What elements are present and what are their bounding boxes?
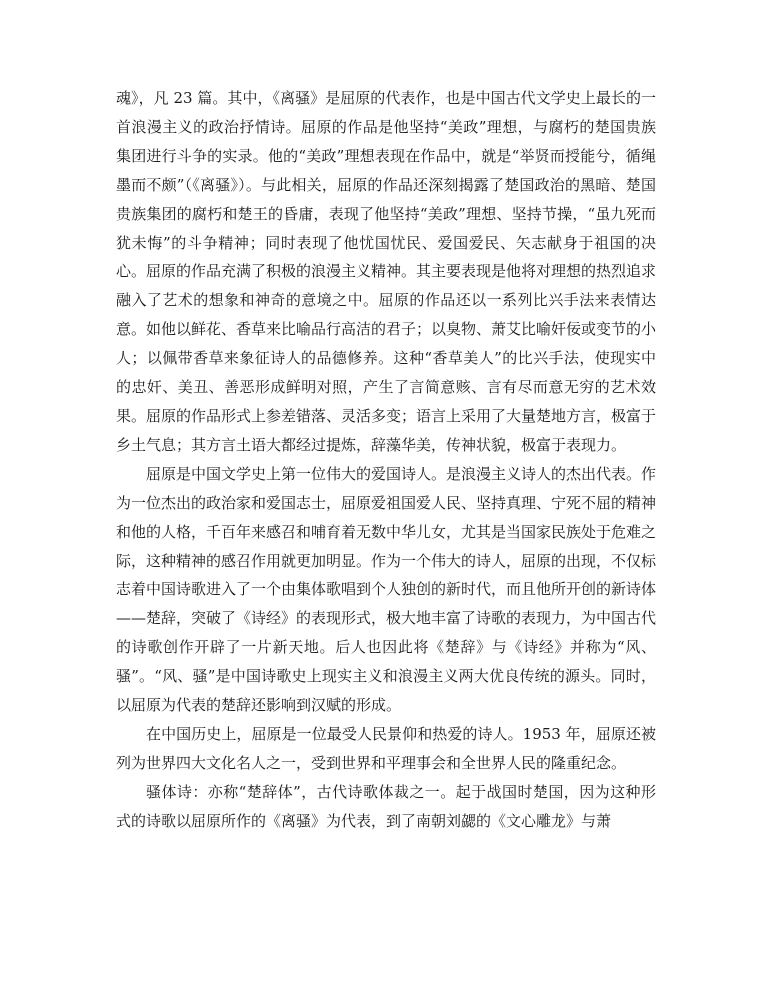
paragraph-1: 魂》，凡 23 篇。其中，《离骚》是屈原的代表作，也是中国古代文学史上最长的一首浪漫主义的政治抒情诗。屈原的作品是他坚持“美政”理想，与腐朽的楚国贵族集团进行斗争的实录。他的“美政”理想表现在作品中，就是“举贤而授能兮，循绳墨而不颇”（《离骚》）。与此相关，屈原的作品还深刻揭露了楚国政治的黑暗、楚国贵族集团的腐朽和楚王的昏庸，表现了他坚持“美政”理想、坚持节操，“虽九死而犹未悔”的斗争精神；同时表现了他忧国忧民、爱国爱民、矢志献身于祖国的决心。屈原的作品充满了积极的浪漫主义精神。其主要表现是他将对理想的热烈追求融入了艺术的想象和神奇的意境之中。屈原的作品还以一系列比兴手法来表情达意。如他以鲜花、香草来比喻品行高洁的君子；以臭物、萧艾比喻奸佞或变节的小人；以佩带香草来象征诗人的品德修养。这种“香草美人”的比兴手法，使现实中的忠奸、美丑、善恶形成鲜明对照，产生了言简意赅、言有尽而意无穷的艺术效果。屈原的作品形式上参差错落、灵活多变；语言上采用了大量楚地方言，极富于乡土气息；其方言土语大都经过提炼，辞藻华美，传神状貌，极富于表现力。 — [116, 89, 657, 454]
paragraph-2: 屈原是中国文学史上第一位伟大的爱国诗人。是浪漫主义诗人的杰出代表。作为一位杰出的政治家和爱国志士，屈原爱祖国爱人民、坚持真理、宁死不屈的精神和他的人格，千百年来感召和哺育着无数中华儿女，尤其是当国家民族处于危难之际，这种精神的感召作用就更加明显。作为一个伟大的诗人，屈原的出现，不仅标志着中国诗歌进入了一个由集体歌唱到个人独创的新时代，而且他所开创的新诗体——楚辞，突破了《诗经》的表现形式，极大地丰富了诗歌的表现力，为中国古代的诗歌创作开辟了一片新天地。后人也因此将《楚辞》与《诗经》并称为“风、骚”。“风、骚”是中国诗歌史上现实主义和浪漫主义两大优良传统的源头。同时，以屈原为代表的楚辞还影响到汉赋的形成。 — [116, 464, 657, 715]
paragraph-4: 骚体诗：亦称“楚辞体”，古代诗歌体裁之一。起于战国时楚国，因为这种形式的诗歌以屈原所作的《离骚》为代表，到了南朝刘勰的《文心雕龙》与萧 — [116, 782, 656, 830]
body-text — [116, 84, 656, 836]
paragraph-3: 在中国历史上，屈原是一位最受人民景仰和热爱的诗人。1953 年，屈原还被列为世界四大文化名人之一，受到世界和平理事会和全世界人民的隆重纪念。 — [116, 724, 656, 772]
